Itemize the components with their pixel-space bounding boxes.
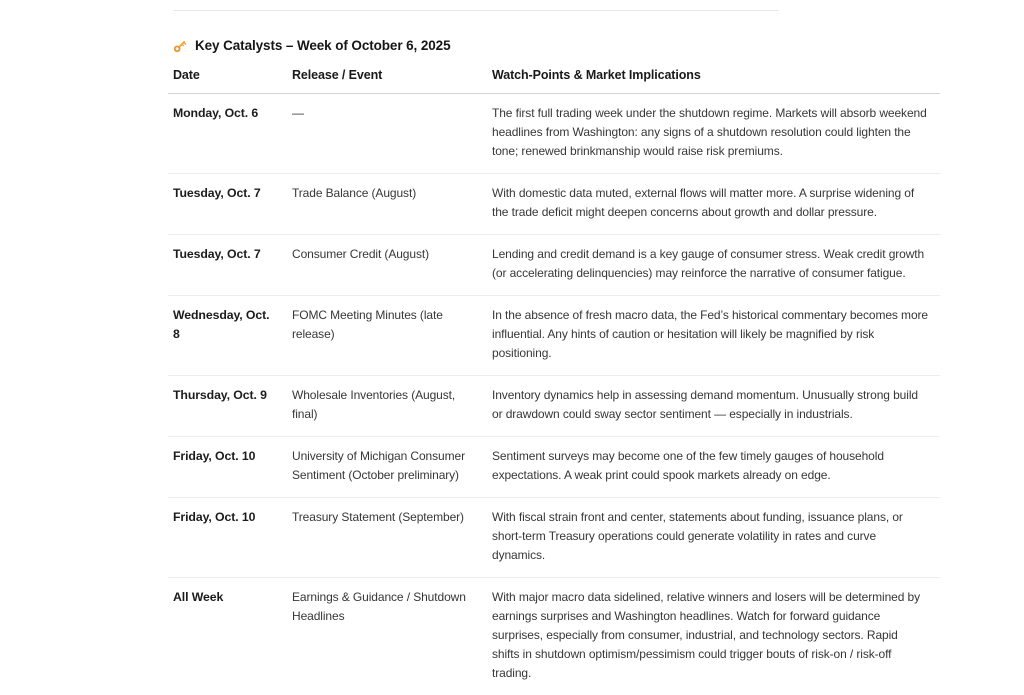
page-title bbox=[172, 36, 450, 56]
section-divider bbox=[173, 10, 779, 11]
release-event-cell: Trade Balance (August) bbox=[287, 174, 487, 235]
release-event-cell: Consumer Credit (August) bbox=[287, 235, 487, 296]
date-cell: Wednesday, Oct. 8 bbox=[168, 296, 287, 376]
date-cell: Tuesday, Oct. 7 bbox=[168, 174, 287, 235]
table-header-row bbox=[168, 59, 940, 94]
table-row bbox=[168, 437, 940, 498]
table-header bbox=[168, 59, 940, 94]
release-event-cell: Treasury Statement (September) bbox=[287, 498, 487, 578]
implications-cell: With major macro data sidelined, relative winners and losers will be determined by earnings surprises and Washington headlines. Watch for forward guidance surprises, especially from consumer, industrial, and technology sectors. Rapid shifts in shutdown optimism/pessimism could trigger bouts of risk-on / risk-off trading. bbox=[487, 578, 940, 695]
release-event-cell: University of Michigan Consumer Sentiment (October preliminary) bbox=[287, 437, 487, 498]
implications-cell: Inventory dynamics help in assessing demand momentum. Unusually strong build or drawdown could sway sector sentiment — especially in industrials. bbox=[487, 376, 940, 437]
table-row bbox=[168, 578, 940, 695]
date-cell: Monday, Oct. 6 bbox=[168, 94, 287, 174]
release-event-cell: — bbox=[287, 94, 487, 174]
date-cell: Friday, Oct. 10 bbox=[168, 498, 287, 578]
implications-cell: Lending and credit demand is a key gauge of consumer stress. Weak credit growth (or accelerating delinquencies) may reinforce the narrative of consumer fatigue. bbox=[487, 235, 940, 296]
key-icon bbox=[172, 38, 188, 54]
table-body bbox=[168, 94, 940, 695]
table-row bbox=[168, 94, 940, 174]
implications-cell: With fiscal strain front and center, statements about funding, issuance plans, or short-term Treasury operations could generate volatility in rates and curve dynamics. bbox=[487, 498, 940, 578]
release-event-cell: Earnings & Guidance / Shutdown Headlines bbox=[287, 578, 487, 695]
date-cell: Thursday, Oct. 9 bbox=[168, 376, 287, 437]
implications-cell: Sentiment surveys may become one of the few timely gauges of household expectations. A weak print could spook markets already on edge. bbox=[487, 437, 940, 498]
release-event-cell: Wholesale Inventories (August, final) bbox=[287, 376, 487, 437]
implications-cell: In the absence of fresh macro data, the Fed’s historical commentary becomes more influential. Any hints of caution or hesitation will likely be magnified by risk positioning. bbox=[487, 296, 940, 376]
date-cell: All Week bbox=[168, 578, 287, 695]
table-row bbox=[168, 376, 940, 437]
release-event-cell: FOMC Meeting Minutes (late release) bbox=[287, 296, 487, 376]
catalysts-table bbox=[168, 59, 940, 695]
date-cell: Friday, Oct. 10 bbox=[168, 437, 287, 498]
page-title-text: Key Catalysts – Week of October 6, 2025 bbox=[195, 36, 450, 56]
table-row bbox=[168, 235, 940, 296]
table-row bbox=[168, 498, 940, 578]
column-header-watch-points: Watch-Points & Market Implications bbox=[487, 59, 940, 94]
table-row bbox=[168, 296, 940, 376]
implications-cell: With domestic data muted, external flows will matter more. A surprise widening of the trade deficit might deepen concerns about growth and dollar pressure. bbox=[487, 174, 940, 235]
date-cell: Tuesday, Oct. 7 bbox=[168, 235, 287, 296]
column-header-release-event: Release / Event bbox=[287, 59, 487, 94]
column-header-date: Date bbox=[168, 59, 287, 94]
implications-cell: The first full trading week under the shutdown regime. Markets will absorb weekend headlines from Washington: any signs of a shutdown resolution could lighten the tone; renewed brinkmanship would raise risk premiums. bbox=[487, 94, 940, 174]
table-row bbox=[168, 174, 940, 235]
